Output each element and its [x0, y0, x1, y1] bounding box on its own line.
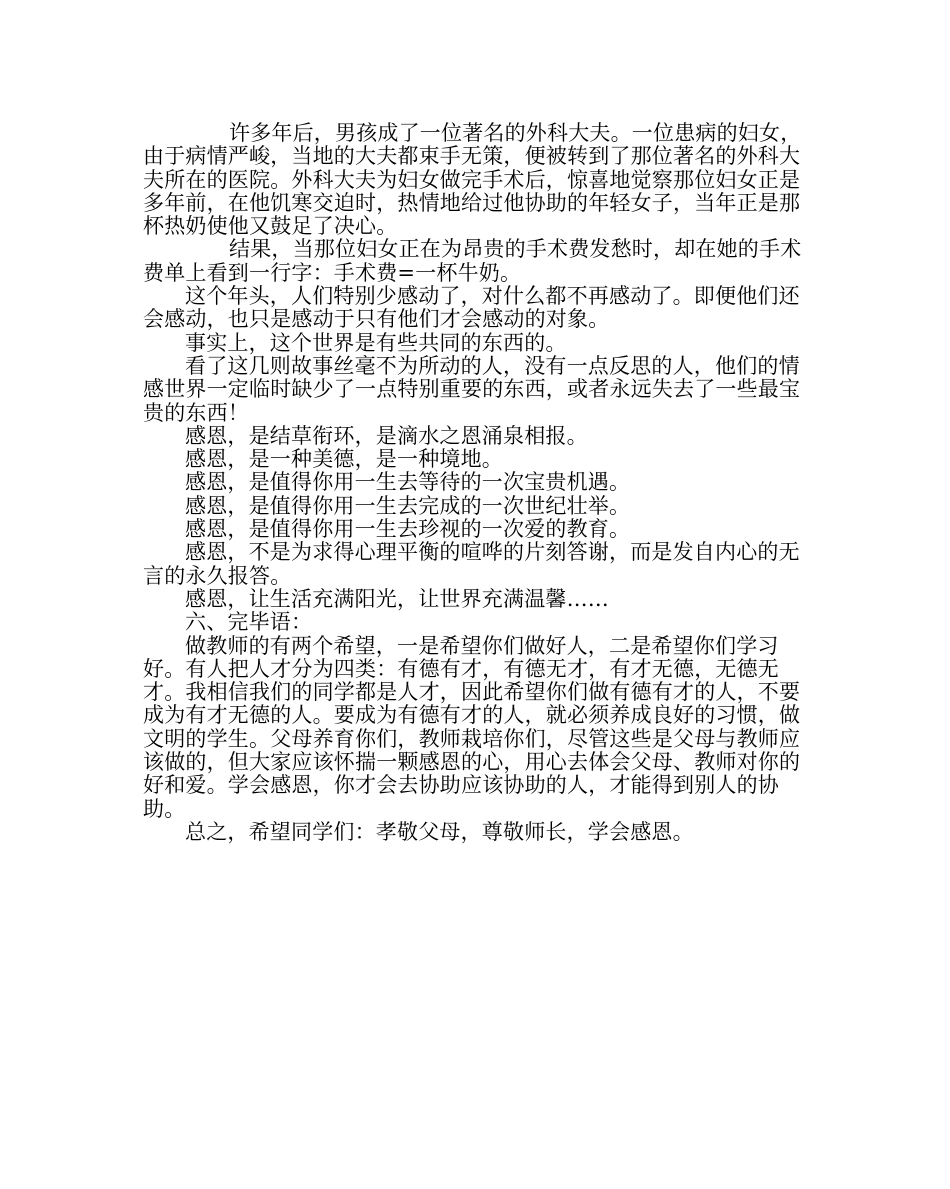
paragraph-gratitude-1: 感恩，是结草衔环，是滴水之恩涌泉相报。	[185, 423, 588, 448]
paragraph-conclusion: 总之，希望同学们：孝敬父母，尊敬师长，学会感恩。	[185, 819, 694, 844]
paragraph-surgery-fee: 结果，当那位妇女正在为昂贵的手术费发愁时，却在她的手术费单上看到一行字：手术费=一杯牛奶。	[143, 237, 802, 285]
paragraph-gratitude-3: 感恩，是值得你用一生去等待的一次宝贵机遇。	[185, 470, 631, 495]
paragraph-reflection: 看了这几则故事丝毫不为所动的人，没有一点反思的人，他们的情感世界一定临时缺少了一点特别重要的东西，或者永远失去了一些最宝贵的东西！	[143, 353, 801, 425]
paragraph-gratitude-2: 感恩，是一种美德，是一种境地。	[185, 447, 503, 472]
paragraph-gratitude-6: 感恩，不是为求得心理平衡的喧哗的片刻答谢，而是发自内心的无言的永久报答。	[143, 540, 800, 588]
document-body	[143, 122, 811, 844]
paragraph-gratitude-5: 感恩，是值得你用一生去珍视的一次爱的教育。	[185, 517, 631, 542]
paragraph-surgeon-story: 许多年后，男孩成了一位著名的外科大夫。一位患病的妇女，由于病情严峻，当地的大夫都束手无策，便被转到了那位著名的外科大夫所在的医院。外科大夫为妇女做完手术后，惊喜地觉察那位妇女正是多年前，在他饥寒交迫时，热情地给过他协助的年轻女子，当年正是那杯热奶使他又鼓足了决心。	[143, 121, 802, 239]
paragraph-gratitude-7: 感恩，让生活充满阳光，让世界充满温馨……	[185, 586, 609, 611]
section-heading-closing: 六、完毕语：	[185, 610, 313, 635]
paragraph-rarely-moved: 这个年头，人们特别少感动了，对什么都不再感动了。即便他们还会感动，也只是感动于只有他们才会感动的对象。	[143, 284, 800, 332]
paragraph-common-things: 事实上，这个世界是有些共同的东西的。	[185, 330, 567, 355]
paragraph-gratitude-4: 感恩，是值得你用一生去完成的一次世纪壮举。	[185, 493, 631, 518]
paragraph-teacher-hopes: 做教师的有两个希望，一是希望你们做好人，二是希望你们学习好。有人把人才分为四类：有德有才，有德无才，有才无德，无德无才。我相信我们的同学都是人才，因此希望你们做有德有才的人，不要成为有才无德的人。要成为有德有才的人，就必须养成良好的习惯，做文明的学生。父母养育你们，教师栽培你们，尽管这些是父母与教师应该做的，但大家应该怀揣一颗感恩的心，用心去体会父母、教师对你的好和爱。学会感恩，你才会去协助应该协助的人，才能得到别人的协助。	[143, 633, 801, 821]
